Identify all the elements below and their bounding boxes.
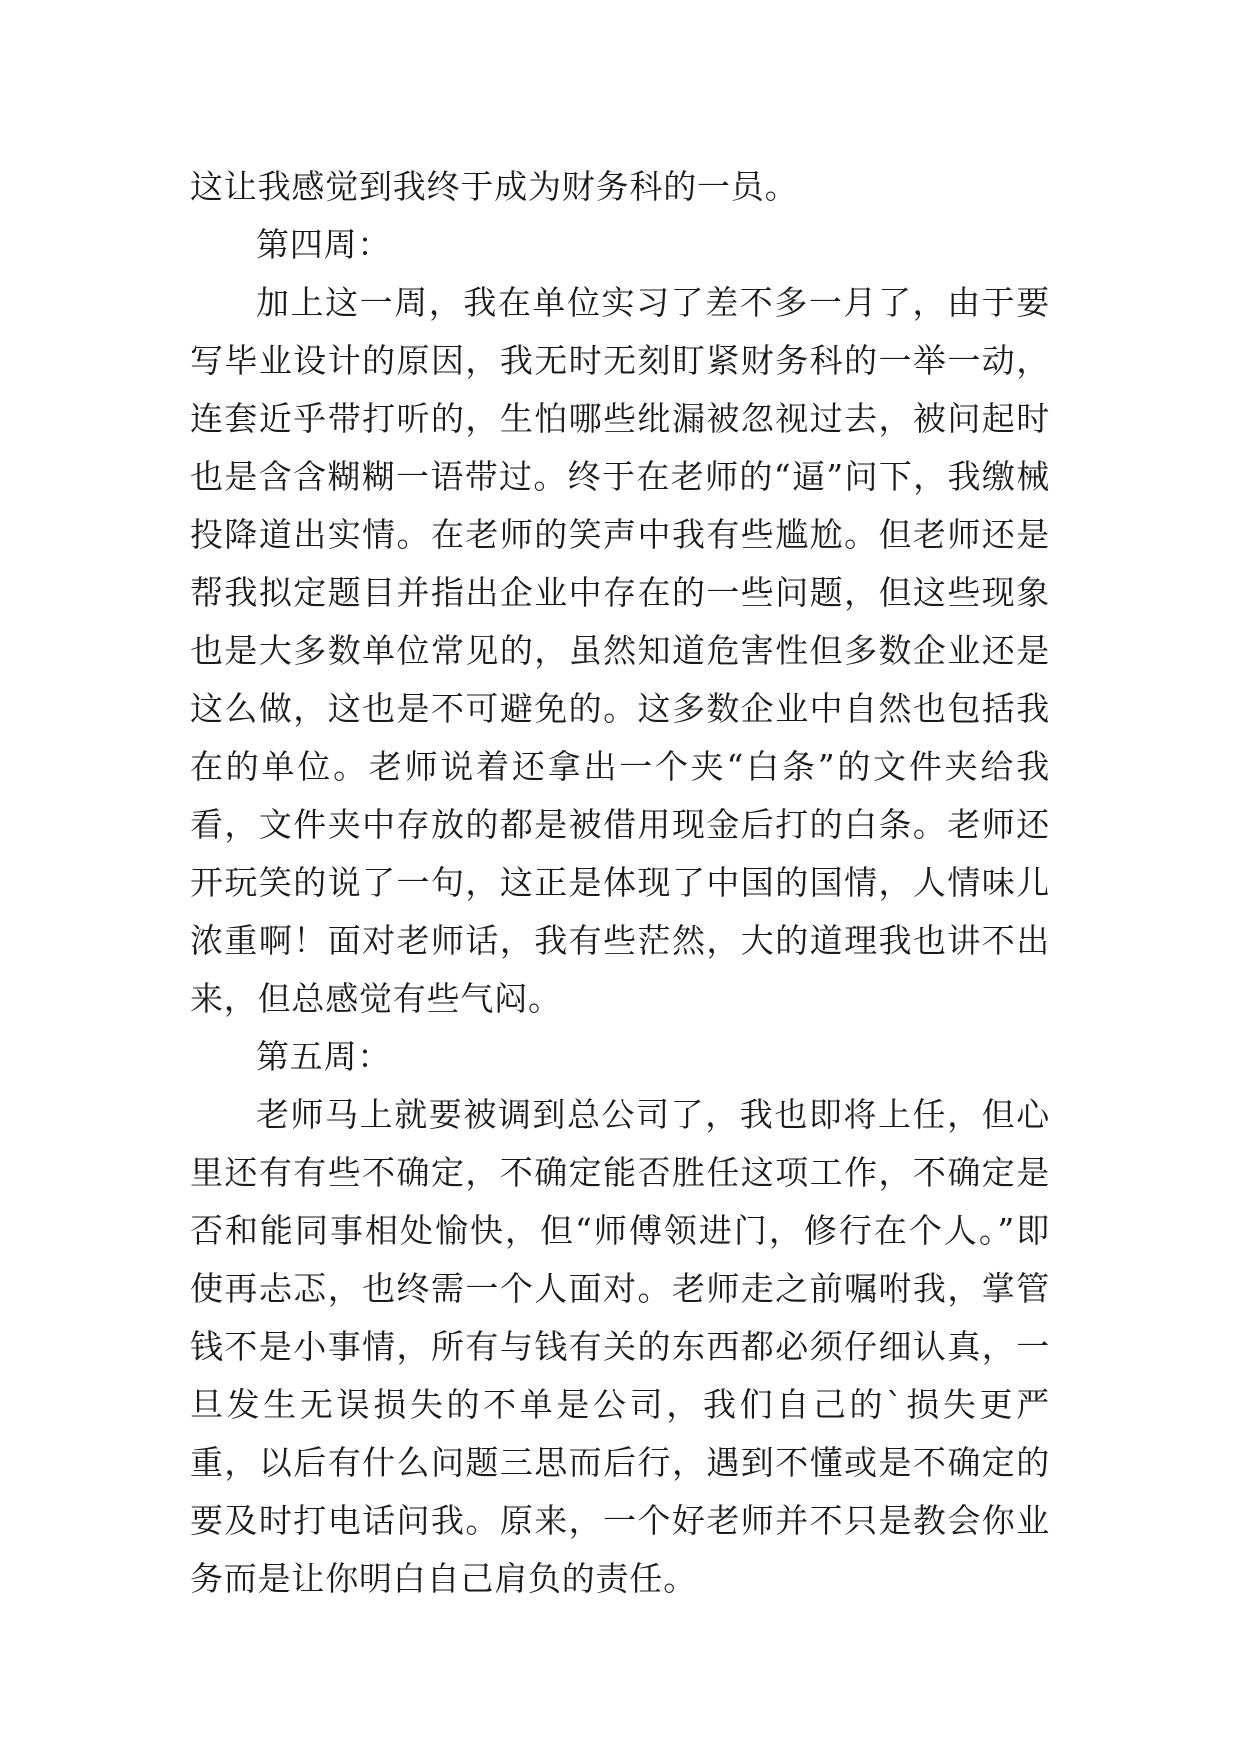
paragraph-week-four: 加上这一周，我在单位实习了差不多一月了，由于要写毕业设计的原因，我无时无刻盯紧财务科的一举一动，连套近乎带打听的，生怕哪些纰漏被忽视过去，被问起时也是含含糊糊一语带过。终于在老师的“逼”问下，我缴械投降道出实情。在老师的笑声中我有些尴尬。但老师还是帮我拟定题目并指出企业中存在的一些问题，但这些现象也是大多数单位常见的，虽然知道危害性但多数企业还是这么做，这也是不可避免的。这多数企业中自然也包括我在的单位。老师说着还拿出一个夹“白条”的文件夹给我看，文件夹中存放的都是被借用现金后打的白条。老师还开玩笑的说了一句，这正是体现了中国的国情，人情味儿浓重啊！面对老师话，我有些茫然，大的道理我也讲不出来，但总感觉有些气闷。 [190, 283, 1050, 1018]
paragraph-1: 这让我感觉到我终于成为财务科的一员。 [190, 167, 799, 206]
week-four-heading: 第四周： [256, 225, 392, 264]
paragraph-week-five: 老师马上就要被调到总公司了，我也即将上任，但心里还有有些不确定，不确定能否胜任这项工作，不确定是否和能同事相处愉快，但“师傅领进门，修行在个人。”即使再忐忑，也终需一个人面对。老师走之前嘱咐我，掌管钱不是小事情，所有与钱有关的东西都必须仔细认真，一旦发生无误损失的不单是公司，我们自己的`损失更严重，以后有什么问题三思而后行，遇到不懂或是不确定的要及时打电话问我。原来，一个好老师并不只是教会你业务而是让你明白自己肩负的责任。 [190, 1095, 1050, 1598]
week-five-heading: 第五周： [256, 1037, 392, 1076]
document-body [190, 158, 1050, 1608]
